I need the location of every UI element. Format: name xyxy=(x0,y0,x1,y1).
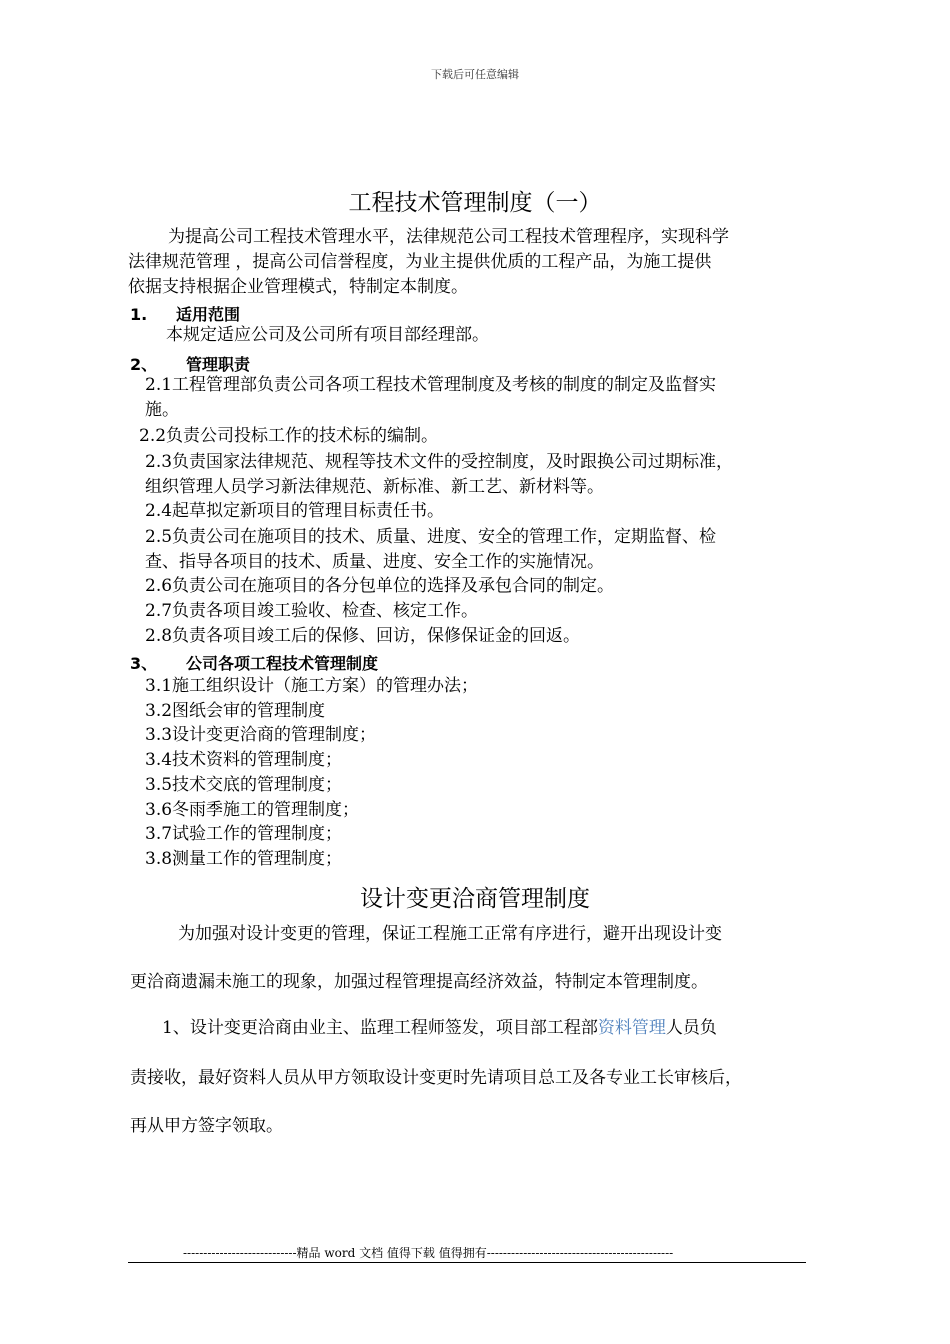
section-3-line: 3.5技术交底的管理制度； xyxy=(145,775,343,795)
section-title: 设计变更洽商管理制度 xyxy=(360,886,590,912)
section-3-line: 3.1施工组织设计（施工方案）的管理办法； xyxy=(145,676,479,696)
section-3-title: 公司各项工程技术管理制度 xyxy=(186,654,379,673)
section-2-title: 管理职责 xyxy=(186,355,251,374)
section-3-heading xyxy=(130,651,378,674)
page-footer: ----------------------------精品 word 文档 值得下载 值得拥有---------------------------------------------- xyxy=(183,1246,674,1260)
section-3-number: 3、 xyxy=(130,654,158,673)
section-2-line: 2.5负责公司在施项目的技术、质量、进度、安全的管理工作，定期监督、检 xyxy=(145,527,717,547)
section-2-line: 2.2负责公司投标工作的技术标的编制。 xyxy=(139,426,439,446)
section-2-line: 2.7负责各项目竣工验收、检查、核定工作。 xyxy=(145,601,479,621)
section-2-number: 2、 xyxy=(130,355,158,374)
intro-line-1: 为提高公司工程技术管理水平，法律规范公司工程技术管理程序，实现科学 xyxy=(168,227,729,247)
section-1-text: 本规定适应公司及公司所有项目部经理部。 xyxy=(166,325,489,345)
section-2-line: 组织管理人员学习新法律规范、新标准、新工艺、新材料等。 xyxy=(145,477,604,497)
section-3-line: 3.3设计变更洽商的管理制度； xyxy=(145,725,377,745)
body-text: 人员负 xyxy=(665,1018,717,1038)
section-3-line: 3.7试验工作的管理制度； xyxy=(145,824,343,844)
section-2-line: 查、指导各项目的技术、质量、进度、安全工作的实施情况。 xyxy=(145,552,604,572)
section-2-line: 2.1工程管理部负责公司各项工程技术管理制度及考核的制度的制定及监督实 xyxy=(145,375,717,395)
body-line: 为加强对设计变更的管理，保证工程施工正常有序进行，避开出现设计变 xyxy=(178,924,722,944)
intro-line-3: 依据支持根据企业管理模式，特制定本制度。 xyxy=(128,277,468,297)
section-1-number: 1. xyxy=(130,305,148,324)
intro-line-2: 法律规范管理 ，提高公司信誉程度，为业主提供优质的工程产品，为施工提供 xyxy=(128,252,712,272)
body-line: 再从甲方签字领取。 xyxy=(130,1116,283,1136)
section-1-heading xyxy=(130,302,240,325)
section-2-line: 2.6负责公司在施项目的各分包单位的选择及承包合同的制定。 xyxy=(145,576,615,596)
section-3-line: 3.4技术资料的管理制度； xyxy=(145,750,343,770)
section-3-line: 3.8测量工作的管理制度； xyxy=(145,849,343,869)
body-line xyxy=(162,1016,717,1041)
document-title: 工程技术管理制度（一） xyxy=(348,190,602,216)
body-text: 1、设计变更洽商由业主、监理工程师签发，项目部工程部 xyxy=(162,1018,598,1038)
section-1-title: 适用范围 xyxy=(176,305,241,324)
section-2-line: 2.8负责各项目竣工后的保修、回访，保修保证金的回返。 xyxy=(145,626,581,646)
document-management-link[interactable]: 资料管理 xyxy=(597,1018,666,1038)
section-3-line: 3.2图纸会审的管理制度 xyxy=(145,701,326,721)
body-line: 更洽商遗漏未施工的现象，加强过程管理提高经济效益，特制定本管理制度。 xyxy=(130,972,708,992)
section-2-line: 2.4起草拟定新项目的管理目标责任书。 xyxy=(145,501,445,521)
page-header: 下载后可任意编辑 xyxy=(431,68,519,81)
section-2-line: 2.3负责国家法律规范、规程等技术文件的受控制度，及时跟换公司过期标准， xyxy=(145,452,734,472)
body-line: 责接收，最好资料人员从甲方领取设计变更时先请项目总工及各专业工长审核后， xyxy=(130,1068,742,1088)
section-2-heading xyxy=(130,352,250,375)
section-3-line: 3.6冬雨季施工的管理制度； xyxy=(145,800,360,820)
section-2-line: 施。 xyxy=(145,400,179,420)
footer-divider xyxy=(128,1262,806,1263)
